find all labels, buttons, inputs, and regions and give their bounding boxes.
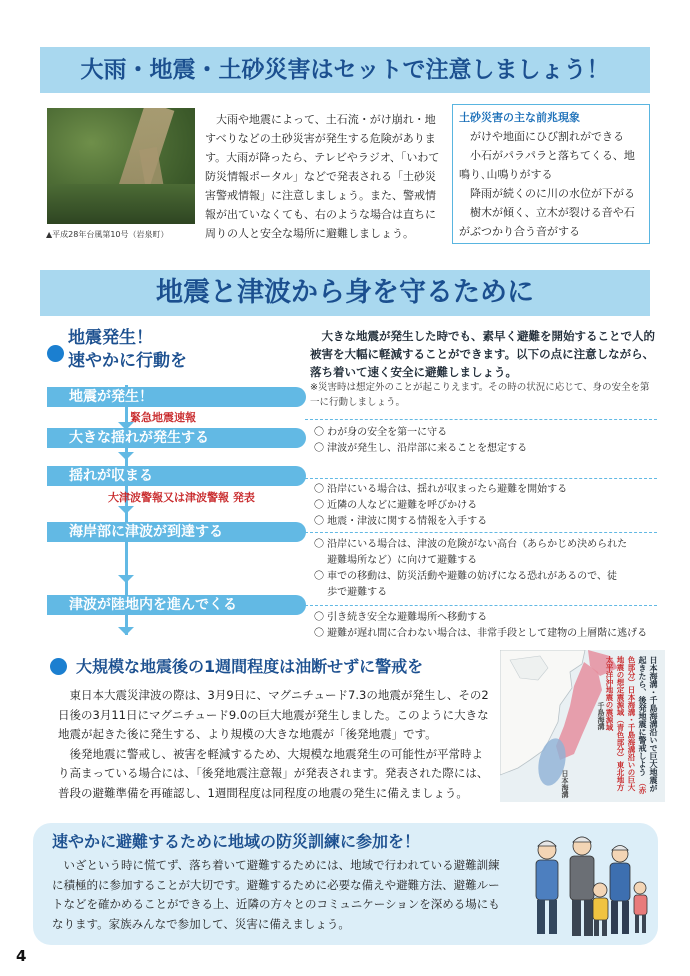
drill-title: 速やかに避難するために地域の防災訓練に参加を！ [52, 832, 421, 851]
flow-step-shaking-subsides: 揺れが収まる [47, 466, 306, 486]
flow-step-tsunami-advances-inland: 津波が陸地内を進んでくる [47, 595, 306, 615]
drill-body-text: いざという時に慌てず、落ち着いて避難するためには、地域で行われている避難訓練に積極的に参加することが大切です。避難するために必要な備えや避難方法、避難ルートなどを確かめることができる上、近隣の方々とのコミュニケーションを深める場にもなります。家族みんなで参加して、災害に備えましょう。 [52, 858, 500, 931]
trench-map [500, 650, 665, 802]
actions-shaking-subsides [314, 482, 656, 530]
actions-strong-shaking [314, 425, 656, 457]
flow-arrow-icon [118, 506, 134, 514]
aftershock-text [58, 686, 491, 803]
signs-line: がぶつかり合う音がする [459, 225, 580, 238]
alert-early-warning: 緊急地震速報 [130, 411, 196, 424]
aftershock-paragraph-2: 後発地震に警戒し、被害を軽減するため、大規模な地震発生の可能性が平常時より高まっている場合には、「後発地震注意報」が発表されます。発表された際には、普段の避難準備を再確認し、1週間程度は同程度の地震の発生に備えましょう。 [58, 746, 489, 800]
aftershock-paragraph-1: 東日本大震災津波の際は、3月9日に、マグニチュード7.3の地震が発生し、その2日後の3月11日にマグニチュード9.0の巨大地震が発生しました。このように大きな地震が起きた後に発生する、より規模の大きな地震が「後発地震」です。 [58, 688, 489, 741]
signs-line: 鳴り､山鳴りがする [459, 168, 553, 181]
list-item: 〇 車での移動は、防災活動や避難の妨げになる恐れがあるので、徒 [314, 571, 617, 582]
landslide-intro-text: 大雨や地震によって、土石流・がけ崩れ・地すべりなどの土砂災害が発生する危険があります。大雨が降ったら、テレビやラジオ、「いわて防災情報ポータル」などで発表される「土砂災害警戒情報」に注意しましょう。また、警戒情報が出ていなくても、右のような場合は直ちに周りの人と安全な場所に避難しましょう。 [205, 113, 440, 240]
signs-line: 小石がパラパラと落ちてくる、地 [459, 149, 635, 162]
map-label-kuril-trench: 千島海溝 [597, 702, 605, 730]
dashed-divider [305, 419, 657, 420]
section1-heading-line2: 速やかに行動を [68, 351, 187, 371]
earthquake-tsunami-banner-title: 地震と津波から身を守るために [40, 270, 650, 316]
section2-heading: 大規模な地震後の1週間程度は油断せずに警戒を [76, 657, 424, 676]
evacuation-intro-text: 大きな地震が発生した時でも、素早く避難を開始することで人的被害を大幅に軽減することができます。以下の点に注意しながら、落ち着いて速く安全に避難しましょう。 [310, 329, 655, 379]
signs-line: がけや地面にひび割れができる [459, 130, 624, 143]
flow-step-earthquake-occurs: 地震が発生！ [47, 387, 306, 407]
list-item: 〇 わが身の安全を第一に守る [314, 427, 448, 438]
actions-tsunami-reaches-coast [314, 537, 656, 601]
section1-heading [68, 327, 187, 373]
section1-heading-line1: 地震発生！ [68, 328, 153, 348]
landslide-banner-title: 大雨・地震・土砂災害はセットで注意しましょう！ [40, 47, 650, 93]
list-item: 〇 沿岸にいる場合は、津波の危険がない高台（あらかじめ決められた [314, 539, 628, 550]
map-label-japan-trench: 日本海溝 [561, 770, 569, 798]
family-evacuating-illustration [522, 828, 654, 942]
photo-caption: ▲平成28年台風第10号（岩泉町） [46, 230, 169, 239]
dashed-divider [305, 478, 657, 479]
map-caption-title: 日本海溝・千島海溝沿いで巨大地震が起きたら、後発地震に警戒しよう [638, 656, 658, 792]
flow-arrow-icon [118, 575, 134, 583]
signs-line: 降雨が続くのに川の水位が下がる [459, 187, 635, 200]
dashed-divider [305, 605, 657, 606]
flow-arrow-icon [118, 627, 134, 635]
list-item: 〇 近隣の人などに避難を呼びかける [314, 500, 478, 511]
dashed-divider [305, 532, 657, 533]
list-item: 〇 沿岸にいる場合は、揺れが収まったら避難を開始する [314, 484, 568, 495]
section-bullet-dot [50, 658, 67, 675]
map-caption-legend: （赤色部分）日本海溝・千島海溝沿いの巨大地震の想定震源域（青色部分）東北地方太平洋沖地震の震源域 [605, 656, 647, 794]
list-item: 〇 津波が発生し、沿岸部に来ることを想定する [314, 443, 528, 454]
list-item: 〇 引き続き安全な避難場所へ移動する [314, 612, 488, 623]
list-item: 歩で避難する [314, 587, 388, 598]
landslide-signs-box [452, 104, 650, 244]
section-bullet-dot [47, 345, 64, 362]
actions-tsunami-advances [314, 610, 656, 642]
flow-step-strong-shaking: 大きな揺れが発生する [47, 428, 306, 448]
list-item: 避難場所など）に向けて避難する [314, 555, 478, 566]
list-item: 〇 避難が遅れ間に合わない場合は、非常手段として建物の上層階に逃げる [314, 628, 648, 639]
signs-line: 樹木が傾く、立木が裂ける音や石 [459, 206, 635, 219]
list-item: 〇 地震・津波に関する情報を入手する [314, 516, 488, 527]
map-caption-group [604, 656, 659, 798]
flow-arrow-icon [118, 452, 134, 460]
signs-title: 土砂災害の主な前兆現象 [459, 111, 580, 124]
flow-step-tsunami-reaches-coast: 海岸部に津波が到達する [47, 522, 306, 542]
landslide-photo [47, 108, 195, 224]
alert-tsunami-warning: 大津波警報又は津波警報 発表 [108, 491, 255, 504]
page-number: 4 [16, 947, 27, 965]
evacuation-note-text: ※災害時は想定外のことが起こりえます。その時の状況に応じて、身の安全を第一に行動しましょう。 [310, 382, 650, 408]
